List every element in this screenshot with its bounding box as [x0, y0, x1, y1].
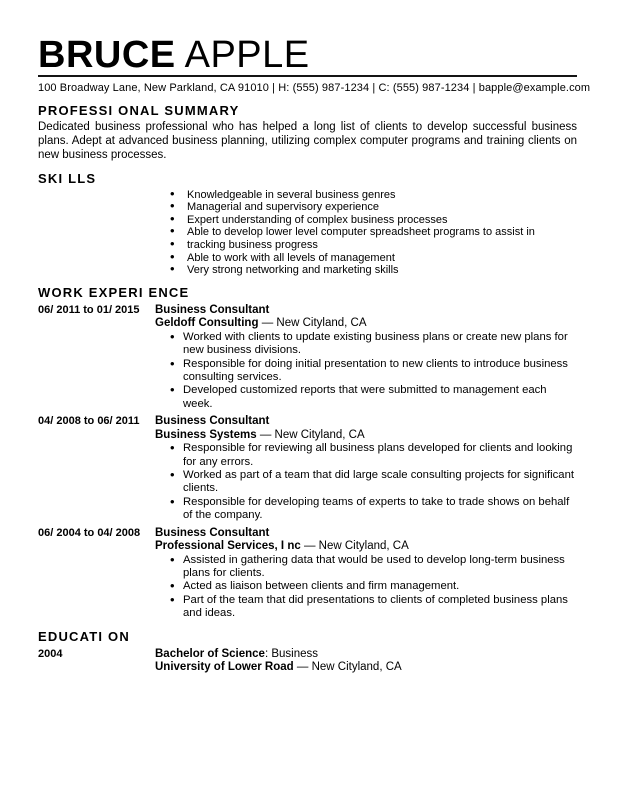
job-title: Business Consultant: [155, 303, 270, 316]
job-company-line: [155, 429, 577, 443]
summary-text: Dedicated business professional who has helped a long list of clients to develop successful business plans. Adept at advanced business planning, utilizing complex computer programs and training clients on new business processes.: [38, 121, 577, 162]
education-year: 2004: [38, 647, 63, 660]
job-bullet: • Developed customized reports that were submitted to management each week.: [170, 384, 577, 411]
job-bullets: [170, 331, 577, 411]
job-company-line: [155, 317, 577, 331]
skill-item: • Very strong networking and marketing skills: [170, 264, 577, 277]
job-bullet: • Responsible for doing initial presentation to new clients to introduce business consulting services.: [170, 358, 577, 385]
section-heading-experience: WORK EXPERI ENCE: [38, 284, 190, 300]
job-bullet: • Worked with clients to update existing business plans or create new plans for new business divisions.: [170, 331, 577, 358]
skills-list: [170, 189, 577, 277]
job-company-line: [155, 540, 577, 554]
job-bullets: [170, 554, 577, 621]
job-bullet: • Responsible for developing teams of experts to take to trade shows on behalf of the company.: [170, 496, 577, 523]
section-heading-education: EDUCATI ON: [38, 628, 130, 644]
job-bullets: [170, 442, 577, 522]
education-entry: [38, 648, 577, 675]
candidate-first-name: BRUCE: [38, 34, 176, 76]
candidate-name: [38, 36, 577, 74]
education-school: University of Lower Road: [155, 661, 294, 674]
skill-item: • Able to develop lower level computer spreadsheet programs to assist in: [170, 226, 577, 239]
skill-item: • Expert understanding of complex business processes: [170, 214, 577, 227]
education-school-location: — New Cityland, CA: [296, 661, 402, 674]
job-title: Business Consultant: [155, 415, 270, 428]
job: [38, 415, 577, 522]
job-location: — New Cityland, CA: [261, 317, 367, 330]
job-location: — New Cityland, CA: [259, 428, 365, 441]
job-bullet: • Acted as liaison between clients and firm management.: [170, 580, 577, 593]
skill-item: • Managerial and supervisory experience: [170, 201, 577, 214]
skill-item: • tracking business progress: [170, 239, 577, 252]
education-degree: Bachelor of Science: [155, 647, 265, 660]
skill-item: • Knowledgeable in several business genres: [170, 189, 577, 202]
job-title: Business Consultant: [155, 526, 270, 539]
job-dates: 06/ 2011 to 01/ 2015: [38, 303, 140, 316]
job-dates: 04/ 2008 to 06/ 2011: [38, 415, 140, 428]
job-body: [155, 415, 577, 522]
education-school-line: [155, 661, 577, 675]
job-bullet: • Responsible for reviewing all business plans developed for clients and looking for any errors.: [170, 442, 577, 469]
job-body: [155, 527, 577, 621]
job: [38, 304, 577, 411]
job-bullet: • Part of the team that did presentations to clients of completed business plans and ideas.: [170, 594, 577, 621]
skill-item: • Able to work with all levels of management: [170, 252, 577, 265]
job-bullet: • Worked as part of a team that did large scale consulting projects for significant clients.: [170, 469, 577, 496]
section-heading-skills: SKI LLS: [38, 170, 97, 186]
section-heading-summary: PROFESSI ONAL SUMMARY: [38, 103, 240, 118]
job-company: Professional Services, I nc: [155, 540, 301, 553]
contact-line: 100 Broadway Lane, New Parkland, CA 91010 | H: (555) 987-1234 | C: (555) 987-1234 | bapple@example.com: [38, 82, 591, 94]
job-body: [155, 304, 577, 411]
job-company: Business Systems: [155, 428, 257, 441]
job-dates: 06/ 2004 to 04/ 2008: [38, 526, 141, 539]
job-company: Geldoff Consulting: [155, 317, 259, 330]
candidate-last-name: APPLE: [184, 34, 310, 76]
job-bullet: • Assisted in gathering data that would be used to develop long-term business plans for clients.: [170, 554, 577, 581]
education-degree-line: [155, 648, 577, 662]
education-body: [155, 648, 577, 675]
education-degree-field: : Business: [264, 647, 318, 660]
job-location: — New Cityland, CA: [303, 540, 409, 553]
job: [38, 527, 577, 621]
